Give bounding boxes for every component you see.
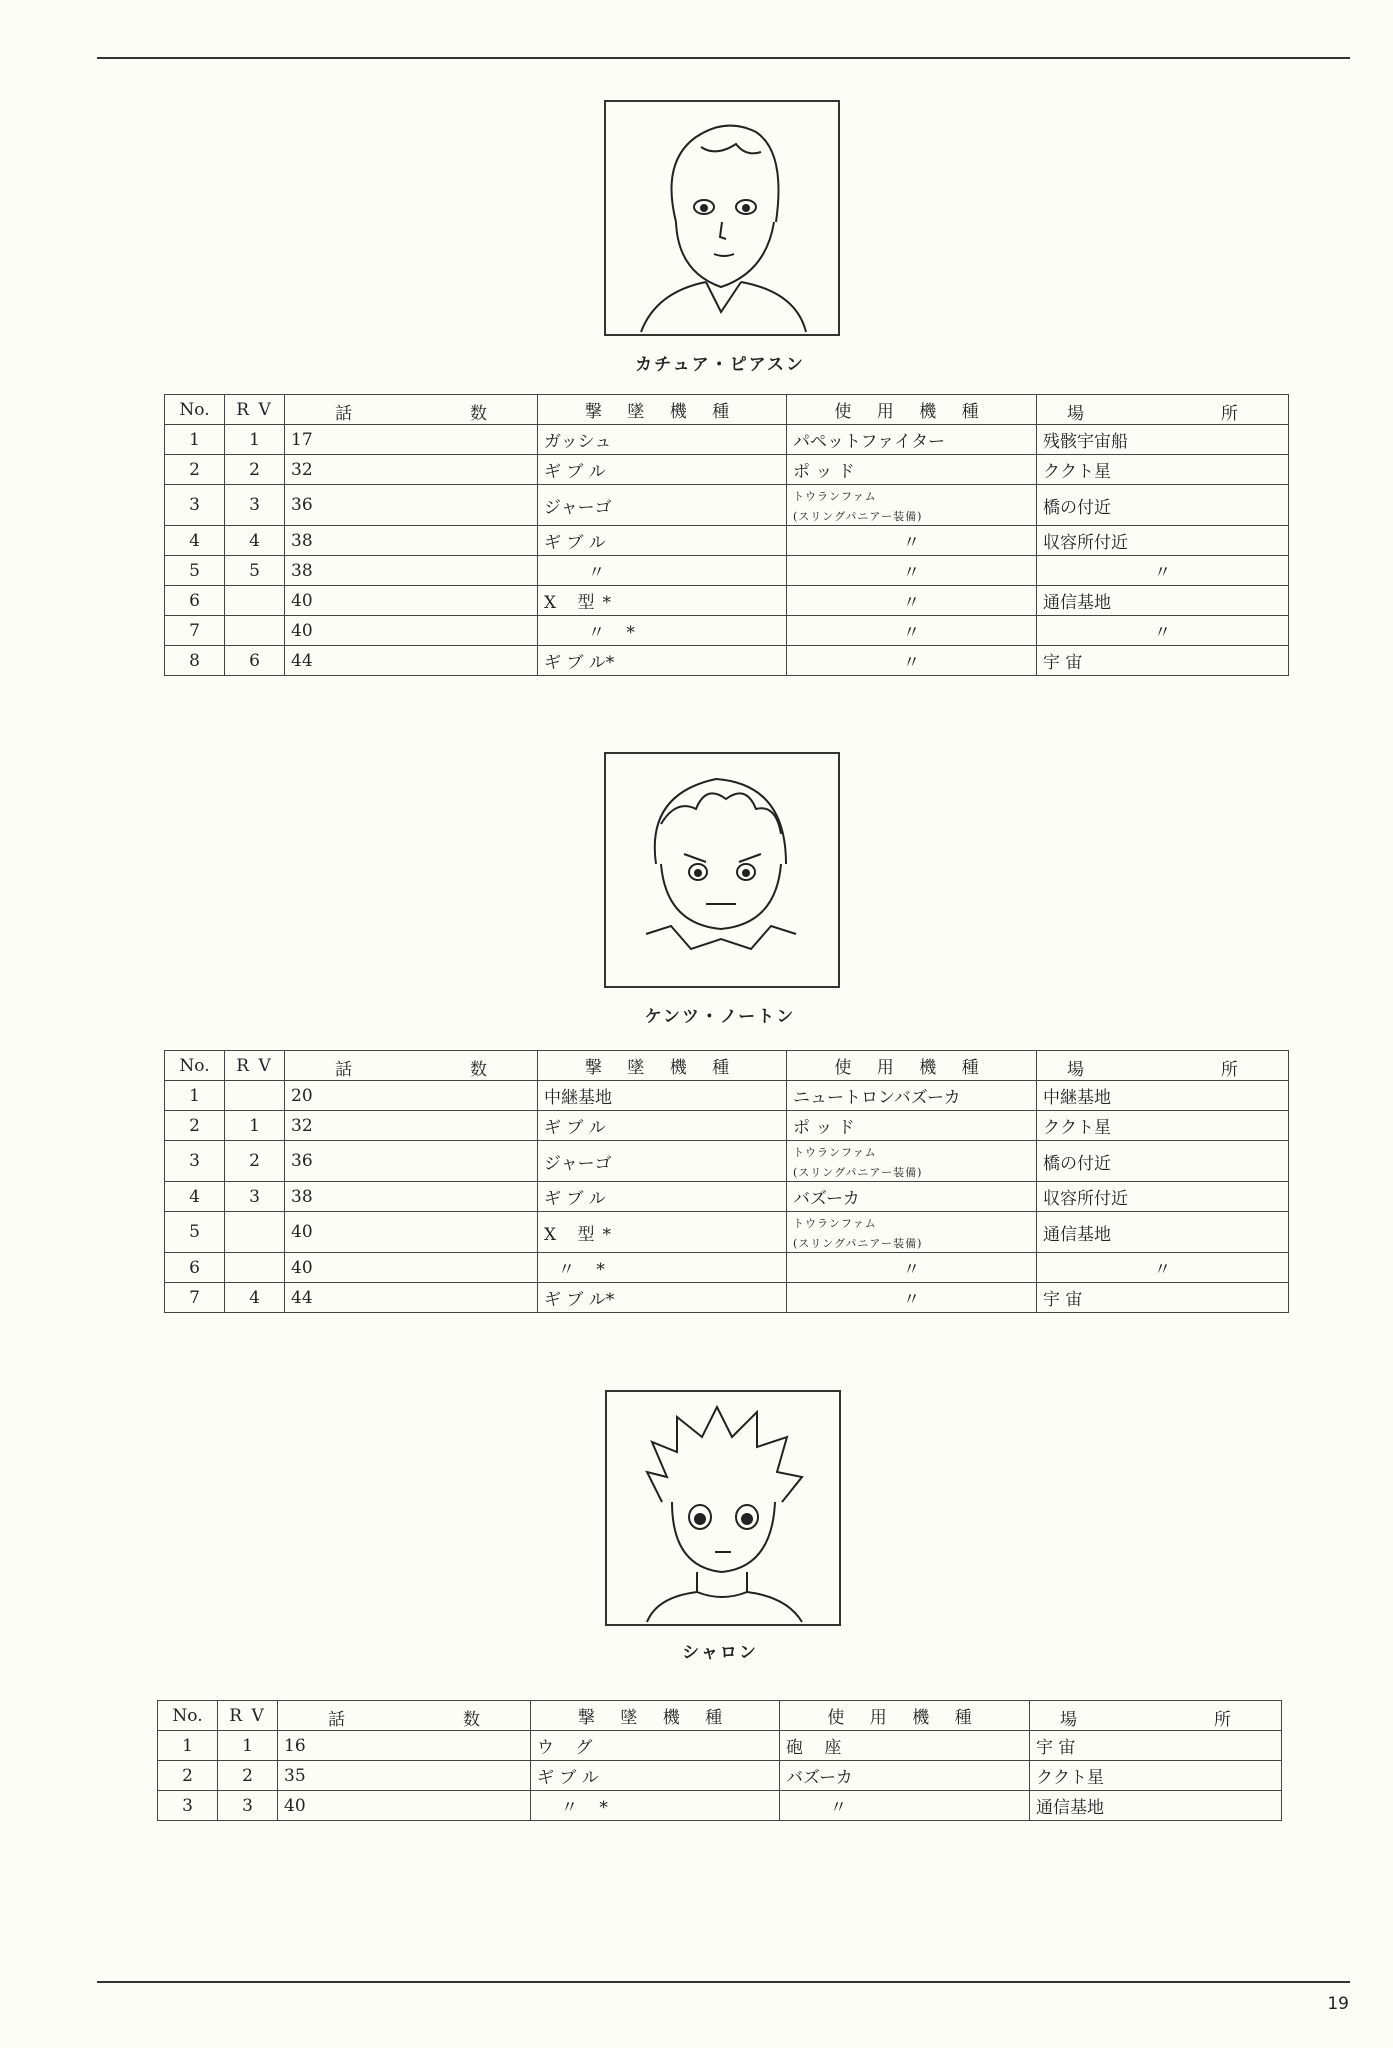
- table-row: [165, 526, 1289, 556]
- table-cell: 40: [285, 616, 538, 646]
- table-cell: 3: [225, 485, 285, 526]
- character-portrait-3: [605, 1390, 841, 1626]
- table-cell: 砲 座: [780, 1731, 1030, 1761]
- table-cell: 1: [225, 425, 285, 455]
- table-row: [165, 485, 1289, 526]
- table-cell: 1: [218, 1731, 278, 1761]
- col-header-rv: R V: [218, 1701, 278, 1731]
- col-header-rv: R V: [225, 395, 285, 425]
- table-row: [165, 1182, 1289, 1212]
- table-cell: 4: [225, 526, 285, 556]
- table-cell: 宇 宙: [1030, 1731, 1282, 1761]
- table-cell: ギ ブ ル*: [538, 646, 787, 676]
- table-cell: 3: [225, 1182, 285, 1212]
- table-cell: 32: [285, 455, 538, 485]
- table-cell: ジャーゴ: [538, 1141, 787, 1182]
- table-cell: バズーカ: [787, 1182, 1037, 1212]
- character-portrait-1: [604, 100, 840, 336]
- table-row: [158, 1791, 1282, 1821]
- table-cell: 1: [165, 1081, 225, 1111]
- table-cell: 17: [285, 425, 538, 455]
- table-cell: 35: [278, 1761, 531, 1791]
- table-cell: 通信基地: [1030, 1791, 1282, 1821]
- table-cell: 38: [285, 1182, 538, 1212]
- table-cell: 〃: [787, 556, 1037, 586]
- table-cell: ガッシュ: [538, 425, 787, 455]
- table-cell: ギ ブ ル: [531, 1761, 780, 1791]
- table-cell: トウランファム (スリングパニアー装備): [787, 1212, 1037, 1253]
- col-header-place: 場 所: [1037, 1051, 1289, 1081]
- table-cell: 宇 宙: [1037, 646, 1289, 676]
- col-header-episode: 話 数: [278, 1701, 531, 1731]
- table-cell: 通信基地: [1037, 586, 1289, 616]
- table-row: [165, 556, 1289, 586]
- table-cell: 20: [285, 1081, 538, 1111]
- table-cell: [225, 1253, 285, 1283]
- table-cell: ギ ブ ル: [538, 455, 787, 485]
- table-row: [165, 425, 1289, 455]
- table-cell: ククト星: [1037, 455, 1289, 485]
- table-cell: 40: [285, 586, 538, 616]
- table-cell: 5: [165, 1212, 225, 1253]
- table-cell: 〃 *: [538, 616, 787, 646]
- table-cell: トウランファム (スリングパニアー装備): [787, 485, 1037, 526]
- col-header-no: No.: [158, 1701, 218, 1731]
- table-row: [165, 455, 1289, 485]
- table-cell: 8: [165, 646, 225, 676]
- col-header-no: No.: [165, 395, 225, 425]
- kill-table-3: [157, 1700, 1282, 1821]
- table-header-row: [158, 1701, 1282, 1731]
- table-cell: バズーカ: [780, 1761, 1030, 1791]
- table-cell: 1: [165, 425, 225, 455]
- table-row: [165, 1212, 1289, 1253]
- table-cell: 44: [285, 646, 538, 676]
- table-row: [165, 1111, 1289, 1141]
- table-cell: 〃: [787, 1283, 1037, 1313]
- page-number: 19: [1327, 1994, 1349, 2014]
- table-cell: ジャーゴ: [538, 485, 787, 526]
- table-cell: 3: [165, 485, 225, 526]
- table-cell: 収容所付近: [1037, 1182, 1289, 1212]
- kill-table-1: [164, 394, 1289, 676]
- character-name-3: シャロン: [682, 1643, 758, 1663]
- col-header-episode: 話 数: [285, 395, 538, 425]
- character-name-1: カチュア・ピアスン: [635, 355, 805, 375]
- table-cell: ウ グ: [531, 1731, 780, 1761]
- table-cell: 1: [225, 1111, 285, 1141]
- table-cell: 中継基地: [1037, 1081, 1289, 1111]
- table-cell: ニュートロンバズーカ: [787, 1081, 1037, 1111]
- table-cell: 6: [225, 646, 285, 676]
- table-cell: ギ ブ ル: [538, 1182, 787, 1212]
- table-cell: 3: [165, 1141, 225, 1182]
- col-header-episode: 話 数: [285, 1051, 538, 1081]
- table-cell: 〃: [787, 1253, 1037, 1283]
- top-rule: [97, 57, 1350, 59]
- table-cell: ポ ッ ド: [787, 1111, 1037, 1141]
- table-cell: 38: [285, 556, 538, 586]
- table-cell: 32: [285, 1111, 538, 1141]
- table-cell: 2: [225, 1141, 285, 1182]
- table-cell: 38: [285, 526, 538, 556]
- table-cell: 〃: [1037, 1253, 1289, 1283]
- col-header-shot-down: 撃 墜 機 種: [538, 395, 787, 425]
- character-portrait-2: [604, 752, 840, 988]
- table-cell: 〃 *: [531, 1791, 780, 1821]
- table-cell: 3: [158, 1791, 218, 1821]
- table-row: [165, 1081, 1289, 1111]
- table-cell: X 型*: [538, 1212, 787, 1253]
- table-cell: 宇 宙: [1037, 1283, 1289, 1313]
- table-cell: 44: [285, 1283, 538, 1313]
- table-cell: 〃: [787, 526, 1037, 556]
- table-cell: 7: [165, 1283, 225, 1313]
- table-cell: 4: [225, 1283, 285, 1313]
- table-cell: 〃: [1037, 556, 1289, 586]
- table-header-row: [165, 395, 1289, 425]
- table-cell: ポ ッ ド: [787, 455, 1037, 485]
- table-cell: X 型*: [538, 586, 787, 616]
- table-cell: 〃: [538, 556, 787, 586]
- col-header-used: 使 用 機 種: [787, 395, 1037, 425]
- bottom-rule: [97, 1981, 1350, 1983]
- table-row: [165, 586, 1289, 616]
- table-cell: 2: [225, 455, 285, 485]
- table-cell: 1: [158, 1731, 218, 1761]
- table-cell: ギ ブ ル*: [538, 1283, 787, 1313]
- kill-table-2: [164, 1050, 1289, 1313]
- table-cell: パペットファイター: [787, 425, 1037, 455]
- table-cell: 2: [165, 1111, 225, 1141]
- table-cell: 36: [285, 1141, 538, 1182]
- table-row: [165, 1141, 1289, 1182]
- table-cell: トウランファム (スリングパニアー装備): [787, 1141, 1037, 1182]
- table-header-row: [165, 1051, 1289, 1081]
- table-cell: ククト星: [1037, 1111, 1289, 1141]
- table-cell: [225, 586, 285, 616]
- table-cell: 36: [285, 485, 538, 526]
- table-cell: 〃: [780, 1791, 1030, 1821]
- table-cell: 〃: [787, 646, 1037, 676]
- col-header-used: 使 用 機 種: [787, 1051, 1037, 1081]
- col-header-place: 場 所: [1037, 395, 1289, 425]
- table-cell: ククト星: [1030, 1761, 1282, 1791]
- table-cell: 橋の付近: [1037, 485, 1289, 526]
- table-cell: [225, 616, 285, 646]
- col-header-shot-down: 撃 墜 機 種: [538, 1051, 787, 1081]
- table-cell: 通信基地: [1037, 1212, 1289, 1253]
- table-cell: 橋の付近: [1037, 1141, 1289, 1182]
- col-header-no: No.: [165, 1051, 225, 1081]
- table-row: [165, 1283, 1289, 1313]
- table-cell: 収容所付近: [1037, 526, 1289, 556]
- table-cell: 〃: [787, 586, 1037, 616]
- table-cell: 〃: [1037, 616, 1289, 646]
- table-cell: 7: [165, 616, 225, 646]
- table-cell: 40: [285, 1253, 538, 1283]
- table-cell: [225, 1212, 285, 1253]
- table-cell: 5: [165, 556, 225, 586]
- table-cell: 中継基地: [538, 1081, 787, 1111]
- table-cell: 3: [218, 1791, 278, 1821]
- table-row: [158, 1761, 1282, 1791]
- col-header-place: 場 所: [1030, 1701, 1282, 1731]
- table-row: [165, 646, 1289, 676]
- table-cell: 〃 *: [538, 1253, 787, 1283]
- table-cell: ギ ブ ル: [538, 1111, 787, 1141]
- table-cell: ギ ブ ル: [538, 526, 787, 556]
- table-cell: 40: [285, 1212, 538, 1253]
- table-cell: 40: [278, 1791, 531, 1821]
- col-header-shot-down: 撃 墜 機 種: [531, 1701, 780, 1731]
- character-name-2: ケンツ・ノートン: [644, 1007, 796, 1027]
- table-cell: 6: [165, 1253, 225, 1283]
- table-cell: 〃: [787, 616, 1037, 646]
- table-row: [158, 1731, 1282, 1761]
- table-row: [165, 616, 1289, 646]
- table-cell: 2: [218, 1761, 278, 1791]
- col-header-used: 使 用 機 種: [780, 1701, 1030, 1731]
- table-cell: 16: [278, 1731, 531, 1761]
- table-cell: 6: [165, 586, 225, 616]
- table-cell: 2: [158, 1761, 218, 1791]
- table-cell: 4: [165, 1182, 225, 1212]
- table-cell: 残骸宇宙船: [1037, 425, 1289, 455]
- table-cell: 2: [165, 455, 225, 485]
- table-cell: 5: [225, 556, 285, 586]
- col-header-rv: R V: [225, 1051, 285, 1081]
- table-cell: 4: [165, 526, 225, 556]
- table-cell: [225, 1081, 285, 1111]
- table-row: [165, 1253, 1289, 1283]
